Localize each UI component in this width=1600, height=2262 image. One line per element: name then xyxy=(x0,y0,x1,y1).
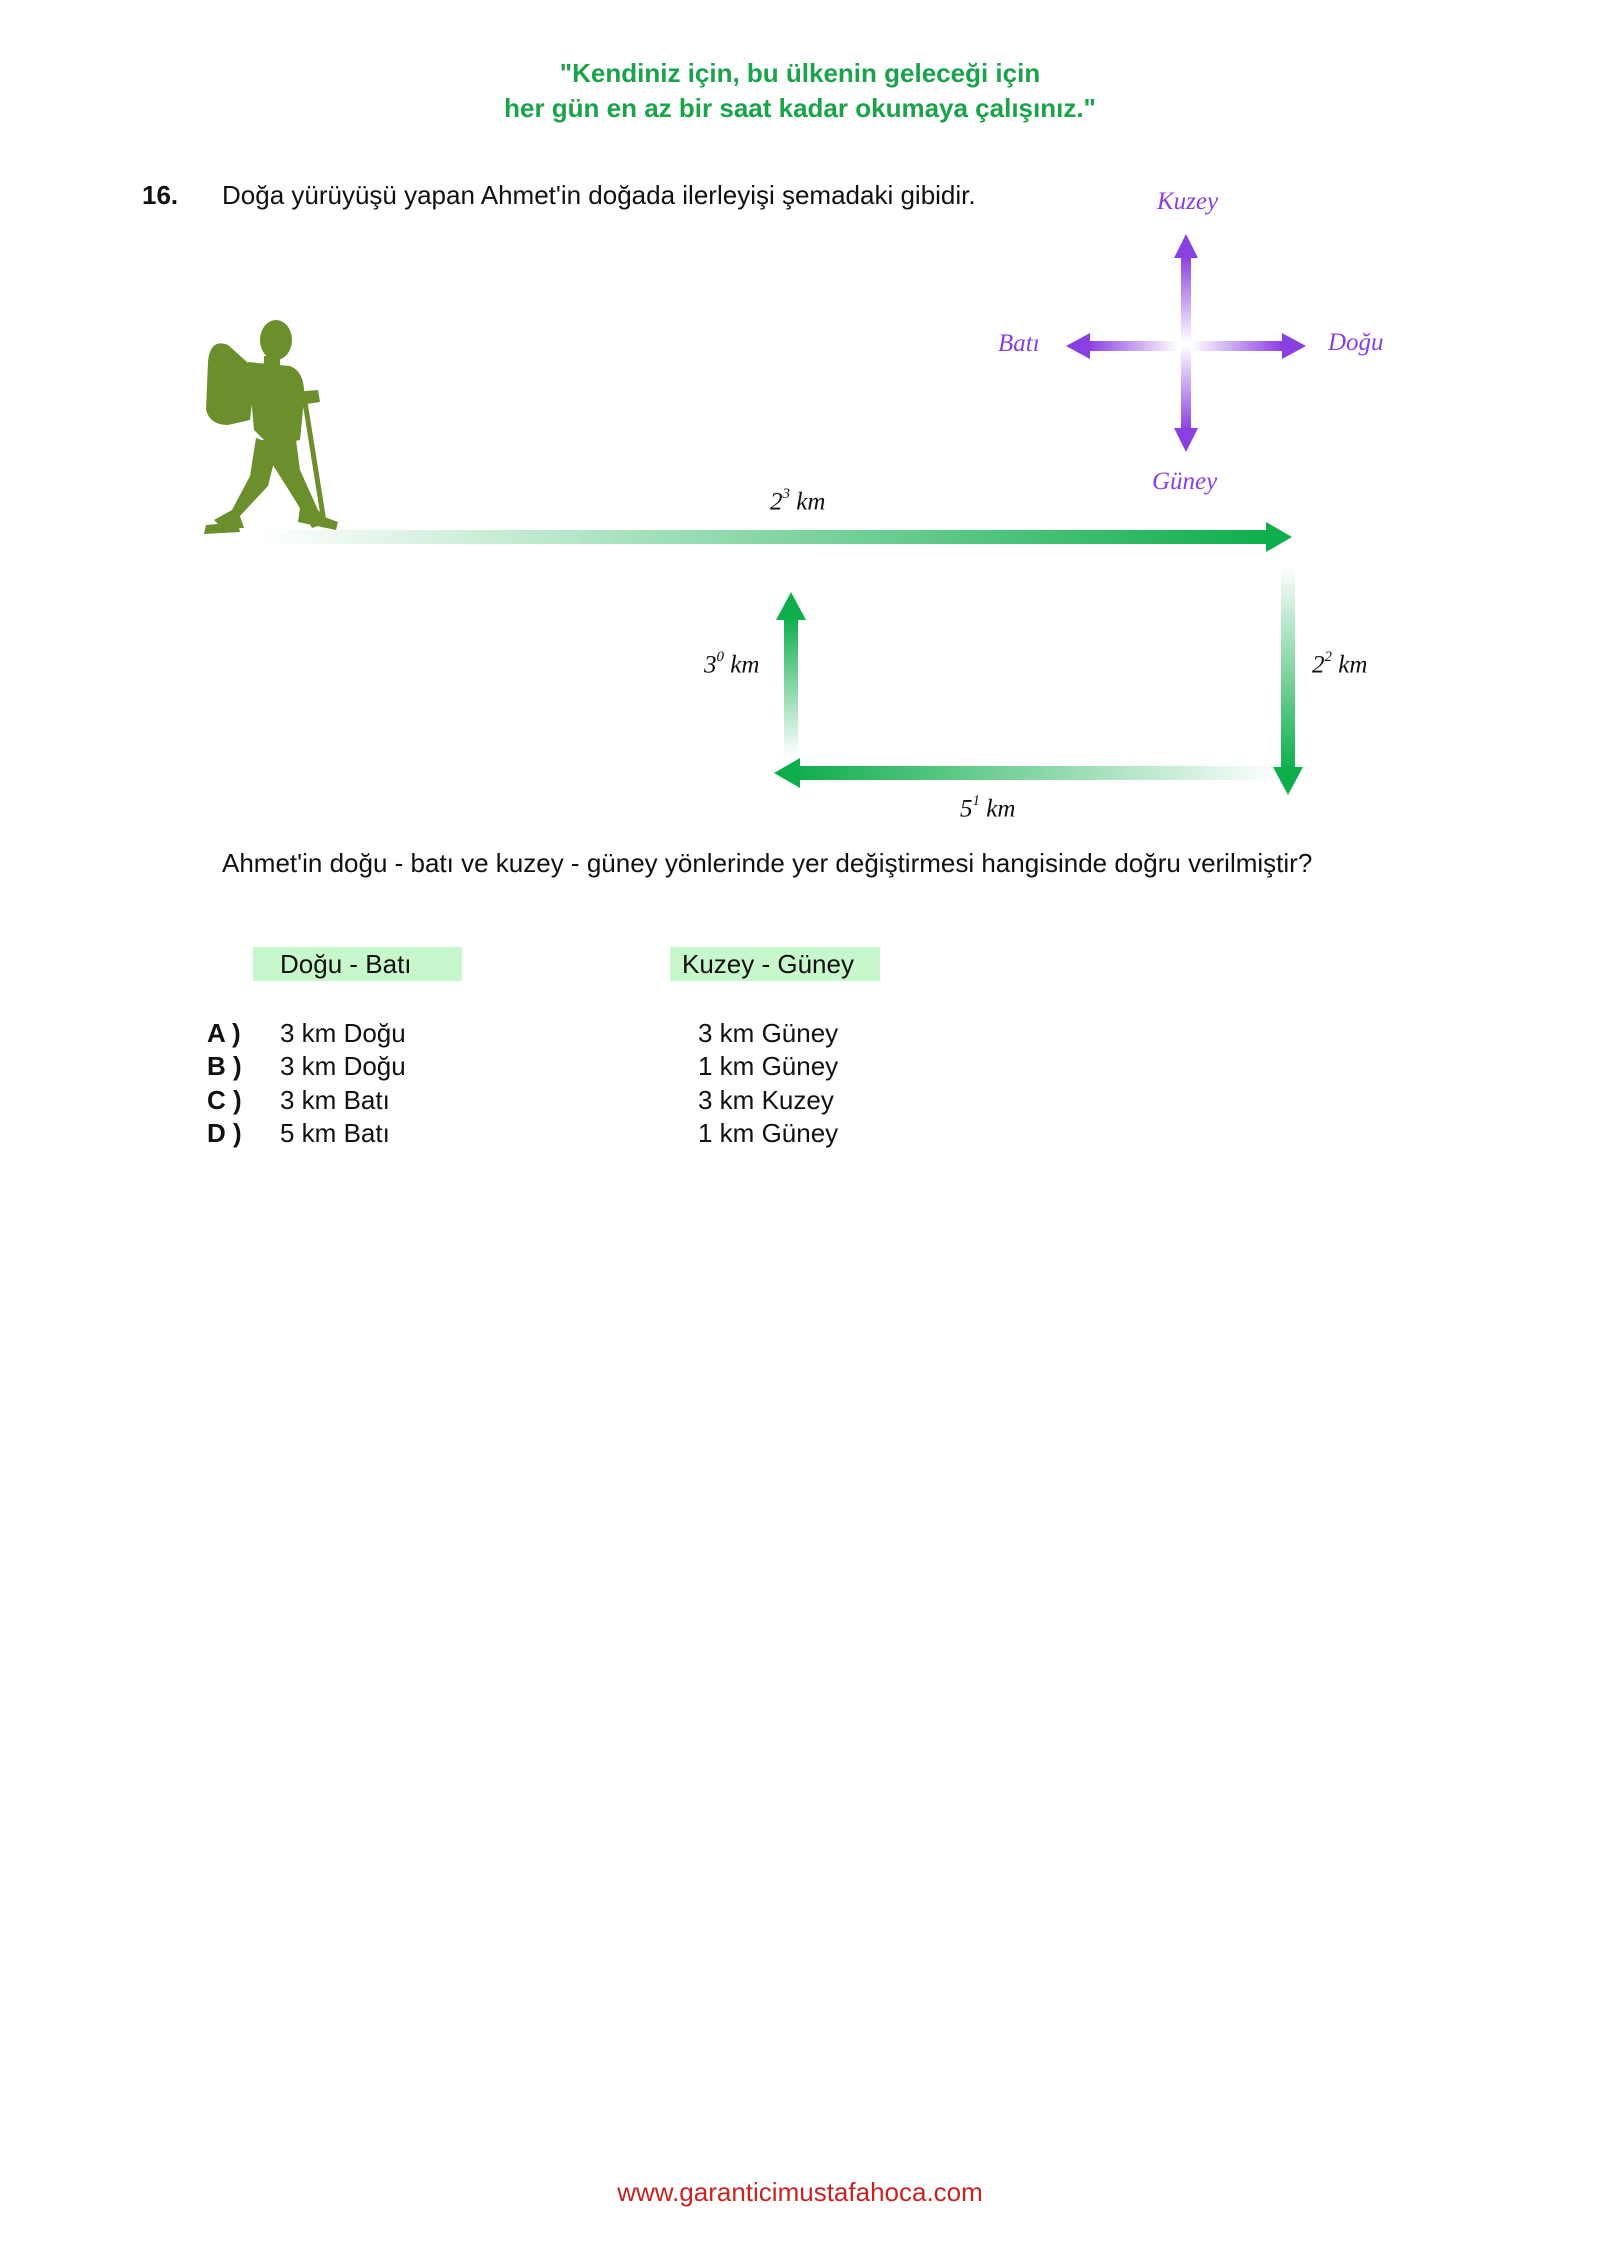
column-header-north-south: Kuzey - Güney xyxy=(670,947,880,981)
hiker-icon xyxy=(204,320,338,534)
distance-label-south: $2^2$ km xyxy=(1312,649,1368,679)
motto-line-1: "Kendiniz için, bu ülkenin geleceği için xyxy=(559,58,1041,88)
question-number: 16. xyxy=(142,180,179,210)
path-arrow-west xyxy=(774,758,1278,788)
distance-label-west: $5^1$ km xyxy=(960,793,1016,823)
compass-north-label: Kuzey xyxy=(1157,188,1219,215)
option-letter: C ) xyxy=(207,1085,242,1115)
option-letter: D ) xyxy=(207,1118,242,1148)
distance-label-east: $2^3$ km xyxy=(770,486,826,516)
option-north-south: 3 km Güney xyxy=(698,1018,839,1048)
option-letter: B ) xyxy=(207,1051,242,1081)
path-arrow-south xyxy=(1273,565,1303,795)
path-arrow-east xyxy=(260,522,1292,552)
motto-line-2: her gün en az bir saat kadar okumaya çalışınız." xyxy=(504,93,1096,123)
distance-label-north: $3^0$ km xyxy=(704,649,760,679)
compass-rose xyxy=(1066,234,1306,452)
option-east-west: 5 km Batı xyxy=(280,1118,390,1148)
question-prompt: Ahmet'in doğu - batı ve kuzey - güney yönlerinde yer değiştirmesi hangisinde doğru verilmiştir? xyxy=(222,848,1313,878)
option-letter: A ) xyxy=(207,1018,241,1048)
compass-east-label: Doğu xyxy=(1328,329,1384,356)
option-east-west: 3 km Batı xyxy=(280,1085,390,1115)
path-arrow-north xyxy=(776,592,806,756)
option-north-south: 1 km Güney xyxy=(698,1118,839,1148)
column-header-east-west: Doğu - Batı xyxy=(253,947,462,981)
option-north-south: 3 km Kuzey xyxy=(698,1085,834,1115)
option-north-south: 1 km Güney xyxy=(698,1051,839,1081)
option-east-west: 3 km Doğu xyxy=(280,1051,406,1081)
question-intro: Doğa yürüyüşü yapan Ahmet'in doğada ilerleyişi şemadaki gibidir. xyxy=(222,180,976,210)
option-east-west: 3 km Doğu xyxy=(280,1018,406,1048)
compass-west-label: Batı xyxy=(998,330,1040,357)
footer-url[interactable]: www.garanticimustafahoca.com xyxy=(617,2177,983,2207)
compass-south-label: Güney xyxy=(1152,468,1218,495)
path-diagram xyxy=(0,0,1600,880)
